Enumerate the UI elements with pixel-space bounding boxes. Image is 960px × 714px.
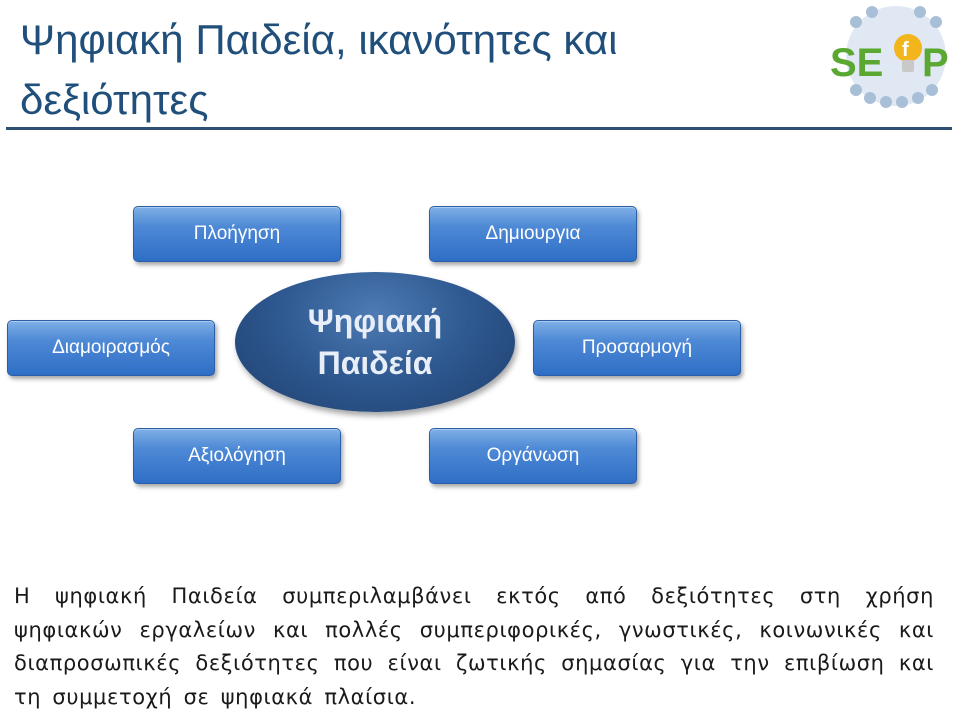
center-label-line1: Ψηφιακή (307, 303, 443, 339)
node-navigation (133, 206, 341, 262)
node-sharing (7, 320, 215, 376)
center-label-line2: Παιδεία (317, 345, 433, 381)
sefp-logo-icon (826, 4, 956, 114)
node-adaptation (533, 320, 741, 376)
svg-text:f: f (902, 39, 909, 61)
node-adaptation-label: Προσαρμογή (581, 337, 693, 358)
title-divider (6, 127, 952, 130)
slide-title: Ψηφιακή Παιδεία, ικανότητες και δεξιότητες (20, 16, 618, 123)
node-organization (429, 428, 637, 484)
node-organization-label: Οργάνωση (486, 445, 580, 466)
svg-text:SE: SE (830, 41, 884, 85)
sefp-logo (826, 4, 956, 114)
node-creation-label: Δημιουργια (485, 223, 581, 244)
node-evaluation-label: Αξιολόγηση (188, 445, 286, 466)
node-navigation-label: Πλοήγηση (193, 223, 281, 244)
node-sharing-label: Διαμοιρασμός (52, 337, 170, 358)
node-evaluation (133, 428, 341, 484)
center-node-digital-literacy (235, 272, 515, 412)
node-creation (429, 206, 637, 262)
svg-text:P: P (922, 41, 949, 85)
body-paragraph: Η ψηφιακή Παιδεία συμπεριλαμβάνει εκτός από δεξιότητες στη χρήση ψηφιακών εργαλείων και πολλές συμπεριφορικές, γνωστικές, κοινωνικές και διαπροσωπικές δεξιότητες που είναι ζωτικής σημασίας για την επιβίωση και τη συμμετοχή σε ψηφιακά πλαίσια. (14, 584, 934, 709)
